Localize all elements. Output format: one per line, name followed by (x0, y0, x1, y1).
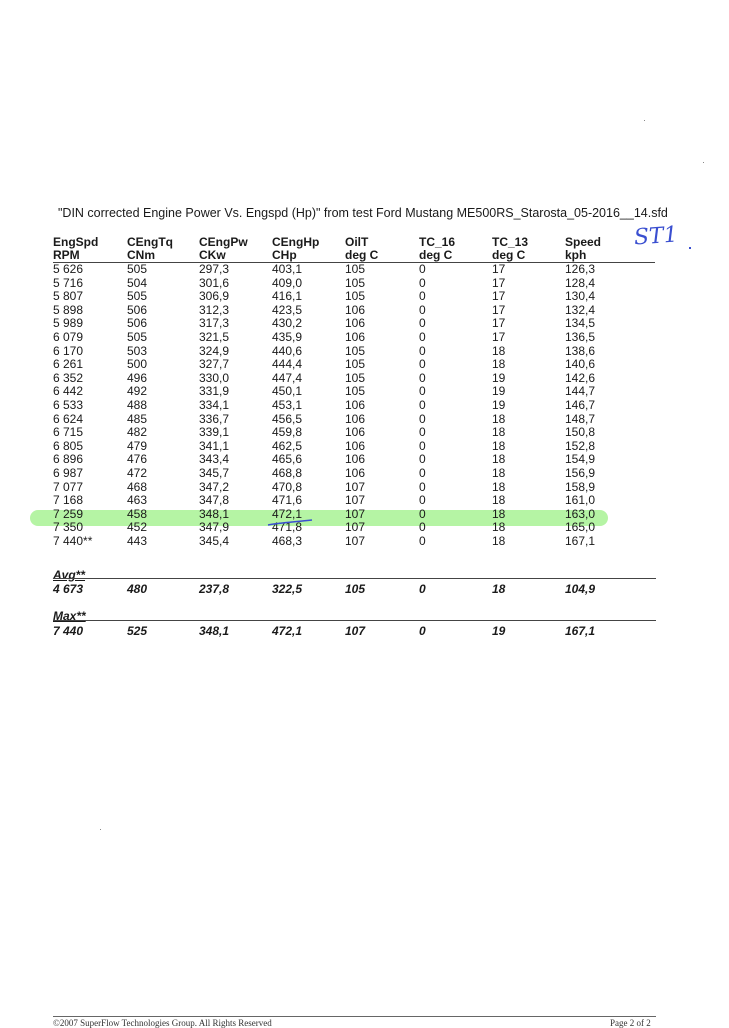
scan-speck (100, 829, 101, 830)
table-cell: 6 533 (53, 397, 84, 412)
table-cell: 5 716 (53, 275, 84, 290)
table-cell: 327,7 (199, 357, 230, 372)
avg-value: 322,5 (272, 582, 303, 596)
table-cell: 444,4 (272, 357, 303, 372)
avg-rule (53, 578, 656, 579)
table-cell: 5 626 (53, 262, 84, 276)
table-cell: 5 807 (53, 289, 84, 304)
max-value: 167,1 (565, 624, 596, 638)
annotation-dot (689, 247, 691, 249)
table-cell: 456,5 (272, 411, 303, 426)
table-cell: 462,5 (272, 438, 303, 453)
table-cell: 0 (419, 533, 426, 548)
table-cell: 0 (419, 425, 426, 440)
table-cell: 0 (419, 329, 426, 344)
avg-value: 0 (419, 582, 426, 596)
table-cell: 106 (345, 465, 366, 480)
table-cell: 138,6 (565, 343, 596, 358)
table-row (53, 413, 655, 427)
table-cell: 470,8 (272, 479, 303, 494)
table-cell: 6 987 (53, 465, 84, 480)
avg-value: 237,8 (199, 582, 230, 596)
table-cell: 506 (127, 316, 148, 331)
table-cell: 154,9 (565, 452, 596, 467)
table-cell: 505 (127, 262, 148, 276)
table-cell: 443 (127, 533, 148, 548)
avg-label: Avg** (53, 568, 86, 582)
max-value: 7 440 (53, 624, 84, 638)
max-value: 472,1 (272, 624, 303, 638)
table-row (53, 399, 655, 413)
table-cell: 463 (127, 493, 148, 508)
table-cell: 450,1 (272, 384, 303, 399)
column-header: TC_16 (419, 235, 456, 249)
table-cell: 134,5 (565, 316, 596, 331)
table-cell: 158,9 (565, 479, 596, 494)
table-cell: 409,0 (272, 275, 303, 290)
table-row (53, 304, 655, 318)
table-cell: 7 077 (53, 479, 84, 494)
max-value: 348,1 (199, 624, 230, 638)
table-cell: 423,5 (272, 302, 303, 317)
table-cell: 347,8 (199, 493, 230, 508)
table-cell: 6 079 (53, 329, 84, 344)
column-unit: kph (565, 249, 655, 263)
table-cell: 105 (345, 384, 366, 399)
footer-page-number: Page 2 of 2 (610, 1018, 651, 1028)
table-cell: 0 (419, 397, 426, 412)
table-cell: 6 261 (53, 357, 84, 372)
table-cell: 105 (345, 275, 366, 290)
table-cell: 6 624 (53, 411, 84, 426)
column-unit: RPM (53, 249, 127, 263)
table-cell: 500 (127, 357, 148, 372)
pen-underline-mark (266, 518, 316, 528)
footer-copyright: ©2007 SuperFlow Technologies Group. All Rights Reserved (53, 1018, 272, 1028)
table-cell: 430,2 (272, 316, 303, 331)
table-cell: 142,6 (565, 370, 596, 385)
table-cell: 482 (127, 425, 148, 440)
table-cell: 403,1 (272, 262, 303, 276)
table-cell: 106 (345, 452, 366, 467)
table-cell: 0 (419, 316, 426, 331)
table-row (53, 521, 655, 535)
table-cell: 17 (492, 329, 506, 344)
table-cell: 18 (492, 411, 506, 426)
table-cell: 105 (345, 370, 366, 385)
table-row-highlighted (53, 508, 655, 522)
table-cell: 18 (492, 343, 506, 358)
table-cell: 18 (492, 438, 506, 453)
table-cell: 17 (492, 275, 506, 290)
table-row (53, 494, 655, 508)
table-cell: 471,8 (272, 520, 303, 535)
table-cell: 347,9 (199, 520, 230, 535)
table-row (53, 277, 655, 291)
table-cell: 331,9 (199, 384, 230, 399)
table-cell: 7 350 (53, 520, 84, 535)
column-header: CEngPw (199, 235, 248, 249)
table-cell: 468,8 (272, 465, 303, 480)
table-row (53, 263, 655, 277)
table-cell: 505 (127, 329, 148, 344)
table-cell: 150,8 (565, 425, 596, 440)
engine-data-table (53, 236, 655, 548)
table-cell: 107 (345, 533, 366, 548)
max-value: 107 (345, 624, 366, 638)
max-rule (53, 620, 656, 621)
table-cell: 0 (419, 302, 426, 317)
table-cell: 317,3 (199, 316, 230, 331)
table-cell: 0 (419, 506, 426, 521)
table-cell: 472 (127, 465, 148, 480)
table-cell: 106 (345, 316, 366, 331)
table-cell: 0 (419, 438, 426, 453)
table-cell: 301,6 (199, 275, 230, 290)
table-cell: 107 (345, 506, 366, 521)
column-header: OilT (345, 235, 369, 249)
table-cell: 6 442 (53, 384, 84, 399)
avg-value: 104,9 (565, 582, 596, 596)
footer-rule (53, 1016, 656, 1017)
table-cell: 504 (127, 275, 148, 290)
table-cell: 468,3 (272, 533, 303, 548)
table-row (53, 426, 655, 440)
table-cell: 348,1 (199, 506, 230, 521)
table-cell: 106 (345, 438, 366, 453)
table-cell: 0 (419, 262, 426, 276)
table-cell: 0 (419, 357, 426, 372)
table-cell: 161,0 (565, 493, 596, 508)
max-value: 525 (127, 624, 148, 638)
column-unit: deg C (345, 249, 419, 263)
table-cell: 7 440** (53, 533, 93, 548)
scan-speck (703, 162, 704, 163)
table-cell: 447,4 (272, 370, 303, 385)
table-cell: 345,7 (199, 465, 230, 480)
table-cell: 459,8 (272, 425, 303, 440)
table-cell: 0 (419, 411, 426, 426)
table-cell: 0 (419, 384, 426, 399)
table-cell: 0 (419, 343, 426, 358)
table-cell: 18 (492, 493, 506, 508)
table-cell: 18 (492, 533, 506, 548)
avg-value: 18 (492, 582, 506, 596)
table-cell: 106 (345, 302, 366, 317)
table-cell: 0 (419, 479, 426, 494)
table-cell: 453,1 (272, 397, 303, 412)
table-cell: 18 (492, 506, 506, 521)
table-cell: 18 (492, 520, 506, 535)
table-cell: 458 (127, 506, 148, 521)
table-row (53, 290, 655, 304)
max-row (53, 624, 655, 638)
table-cell: 6 896 (53, 452, 84, 467)
table-cell: 7 168 (53, 493, 84, 508)
column-header: Speed (565, 235, 602, 249)
table-cell: 488 (127, 397, 148, 412)
max-label: Max** (53, 609, 86, 623)
table-cell: 106 (345, 329, 366, 344)
table-cell: 107 (345, 479, 366, 494)
table-cell: 312,3 (199, 302, 230, 317)
table-cell: 503 (127, 343, 148, 358)
column-unit-row (53, 249, 655, 263)
table-cell: 341,1 (199, 438, 230, 453)
column-unit: deg C (492, 249, 565, 263)
table-cell: 144,7 (565, 384, 596, 399)
table-cell: 163,0 (565, 506, 596, 521)
table-cell: 324,9 (199, 343, 230, 358)
avg-row (53, 582, 655, 596)
table-cell: 6 352 (53, 370, 84, 385)
table-cell: 476 (127, 452, 148, 467)
table-body (53, 263, 655, 549)
table-cell: 18 (492, 425, 506, 440)
table-cell: 496 (127, 370, 148, 385)
table-cell: 6 715 (53, 425, 84, 440)
table-cell: 18 (492, 357, 506, 372)
column-unit: CHp (272, 249, 345, 263)
table-cell: 105 (345, 262, 366, 276)
column-header: CEngHp (272, 235, 320, 249)
table-cell: 107 (345, 520, 366, 535)
table-cell: 130,4 (565, 289, 596, 304)
table-cell: 136,5 (565, 329, 596, 344)
column-header: TC_13 (492, 235, 529, 249)
table-cell: 6 805 (53, 438, 84, 453)
table-cell: 452 (127, 520, 148, 535)
table-cell: 19 (492, 397, 506, 412)
table-cell: 479 (127, 438, 148, 453)
table-cell: 106 (345, 411, 366, 426)
table-row (53, 345, 655, 359)
table-cell: 5 898 (53, 302, 84, 317)
table-cell: 0 (419, 289, 426, 304)
table-cell: 472,1 (272, 506, 303, 521)
table-cell: 306,9 (199, 289, 230, 304)
table-cell: 106 (345, 397, 366, 412)
table-cell: 492 (127, 384, 148, 399)
table-cell: 435,9 (272, 329, 303, 344)
table-row (53, 372, 655, 386)
max-value: 19 (492, 624, 506, 638)
table-cell: 17 (492, 302, 506, 317)
table-cell: 18 (492, 479, 506, 494)
table-cell: 468 (127, 479, 148, 494)
table-cell: 321,5 (199, 329, 230, 344)
max-value: 0 (419, 624, 426, 638)
table-cell: 105 (345, 343, 366, 358)
table-cell: 347,2 (199, 479, 230, 494)
table-cell: 19 (492, 384, 506, 399)
table-cell: 0 (419, 275, 426, 290)
table-cell: 156,9 (565, 465, 596, 480)
table-cell: 485 (127, 411, 148, 426)
table-cell: 17 (492, 262, 506, 276)
table-cell: 334,1 (199, 397, 230, 412)
table-cell: 345,4 (199, 533, 230, 548)
table-cell: 17 (492, 316, 506, 331)
table-cell: 19 (492, 370, 506, 385)
table-cell: 330,0 (199, 370, 230, 385)
table-cell: 506 (127, 302, 148, 317)
table-cell: 0 (419, 452, 426, 467)
table-cell: 18 (492, 465, 506, 480)
table-row (53, 535, 655, 549)
table-cell: 128,4 (565, 275, 596, 290)
avg-value: 4 673 (53, 582, 84, 596)
table-cell: 0 (419, 520, 426, 535)
scan-speck (644, 120, 645, 121)
table-cell: 0 (419, 465, 426, 480)
table-row (53, 385, 655, 399)
table-cell: 140,6 (565, 357, 596, 372)
table-row (53, 331, 655, 345)
table-cell: 336,7 (199, 411, 230, 426)
column-header: CEngTq (127, 235, 173, 249)
table-cell: 146,7 (565, 397, 596, 412)
table-cell: 148,7 (565, 411, 596, 426)
column-unit: CNm (127, 249, 199, 263)
table-row (53, 358, 655, 372)
table-cell: 105 (345, 357, 366, 372)
handwritten-annotation: ST1 (633, 222, 679, 251)
table-row (53, 317, 655, 331)
table-cell: 106 (345, 425, 366, 440)
table-cell: 465,6 (272, 452, 303, 467)
table-cell: 167,1 (565, 533, 596, 548)
table-cell: 505 (127, 289, 148, 304)
table-cell: 0 (419, 493, 426, 508)
table-cell: 126,3 (565, 262, 596, 276)
column-unit: CKw (199, 249, 272, 263)
table-row (53, 467, 655, 481)
table-cell: 18 (492, 452, 506, 467)
table-cell: 471,6 (272, 493, 303, 508)
table-cell: 339,1 (199, 425, 230, 440)
table-cell: 5 989 (53, 316, 84, 331)
column-unit: deg C (419, 249, 492, 263)
table-cell: 297,3 (199, 262, 230, 276)
avg-value: 480 (127, 582, 148, 596)
table-cell: 7 259 (53, 506, 84, 521)
table-cell: 152,8 (565, 438, 596, 453)
table-cell: 416,1 (272, 289, 303, 304)
table-row (53, 481, 655, 495)
table-row (53, 453, 655, 467)
report-title: "DIN corrected Engine Power Vs. Engspd (Hp)" from test Ford Mustang ME500RS_Starosta_05-2016__14.sfd (58, 206, 668, 220)
table-cell: 0 (419, 370, 426, 385)
table-cell: 440,6 (272, 343, 303, 358)
table-cell: 6 170 (53, 343, 84, 358)
table-cell: 107 (345, 493, 366, 508)
table-row (53, 440, 655, 454)
table-cell: 105 (345, 289, 366, 304)
avg-value: 105 (345, 582, 366, 596)
table-cell: 17 (492, 289, 506, 304)
column-header: EngSpd (53, 235, 99, 249)
table-cell: 132,4 (565, 302, 596, 317)
table-cell: 165,0 (565, 520, 596, 535)
table-cell: 343,4 (199, 452, 230, 467)
